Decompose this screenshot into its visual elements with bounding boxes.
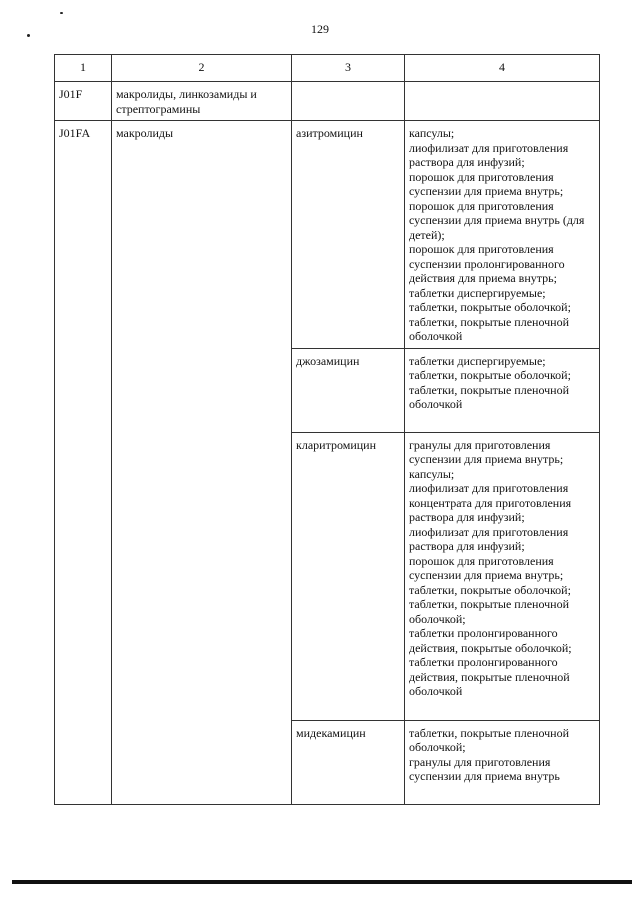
dosage-form-item: лиофилизат для приготовления концентрата для приготовления раствора для инфузий;: [409, 481, 572, 524]
page-number: 129: [311, 22, 329, 36]
header-cell: 4: [405, 55, 600, 82]
dosage-form-item: порошок для приготовления суспензии для приема внутрь (для детей);: [409, 198, 585, 242]
scan-speck: [60, 12, 63, 14]
dosage-form-item: гранулы для приготовления суспензии для приема внутрь;: [409, 437, 564, 466]
dosage-forms: [405, 432, 600, 720]
dosage-forms: [405, 720, 600, 804]
header-cell: 1: [55, 55, 112, 82]
drug-name: азитромицин: [292, 121, 405, 349]
table-header-row: [55, 55, 600, 82]
atc-group-name: макролиды: [112, 121, 292, 805]
dosage-form-item: порошок для приготовления суспензии для приема внутрь;: [409, 169, 564, 198]
header-cell: 3: [292, 55, 405, 82]
dosage-form-item: таблетки, покрытые оболочкой;: [409, 368, 571, 382]
dosage-forms: [405, 348, 600, 432]
dosage-form-item: таблетки, покрытые пленочной оболочкой;: [409, 597, 570, 626]
drug-name: мидекамицин: [292, 720, 405, 804]
dosage-form-item: таблетки пролонгированного действия, покрытые пленочной оболочкой: [409, 655, 570, 698]
atc-code: J01FA: [55, 121, 112, 805]
dosage-form-item: таблетки пролонгированного действия, покрытые оболочкой;: [409, 626, 572, 655]
drug-table: [54, 54, 600, 805]
dosage-form-item: таблетки, покрытые пленочной оболочкой: [409, 314, 570, 343]
dosage-form-item: таблетки диспергируемые;: [409, 353, 546, 368]
dosage-form-item: таблетки, покрытые оболочкой;: [409, 582, 571, 597]
dosage-form-item: таблетки диспергируемые;: [409, 285, 546, 300]
table-row: [55, 82, 600, 121]
drug-name: кларитромицин: [292, 432, 405, 720]
atc-code: J01F: [55, 82, 112, 121]
dosage-form-item: капсулы;: [409, 126, 455, 140]
header-cell: 2: [112, 55, 292, 82]
dosage-forms: [405, 121, 600, 349]
dosage-form-item: таблетки, покрытые оболочкой;: [409, 300, 571, 314]
dosage-form-item: таблетки, покрытые пленочной оболочкой;: [409, 725, 570, 754]
dosage-form-item: порошок для приготовления суспензии пролонгированного действия для приема внутрь;: [409, 242, 565, 285]
dosage-forms: [405, 82, 600, 121]
dosage-form-item: лиофилизат для приготовления раствора для инфузий;: [409, 524, 569, 553]
dosage-form-item: гранулы для приготовления суспензии для приема внутрь: [409, 754, 560, 783]
drug-name: джозамицин: [292, 348, 405, 432]
dosage-form-item: капсулы;: [409, 466, 455, 481]
dosage-form-item: порошок для приготовления суспензии для приема внутрь;: [409, 553, 564, 582]
drug-name: [292, 82, 405, 121]
atc-group-name: макролиды, линкозамиды и стрептограмины: [112, 82, 292, 121]
table-row: [55, 121, 600, 349]
dosage-form-item: лиофилизат для приготовления раствора для инфузий;: [409, 140, 569, 169]
bottom-rule: [12, 880, 632, 884]
dosage-form-item: таблетки, покрытые пленочной оболочкой: [409, 382, 570, 411]
